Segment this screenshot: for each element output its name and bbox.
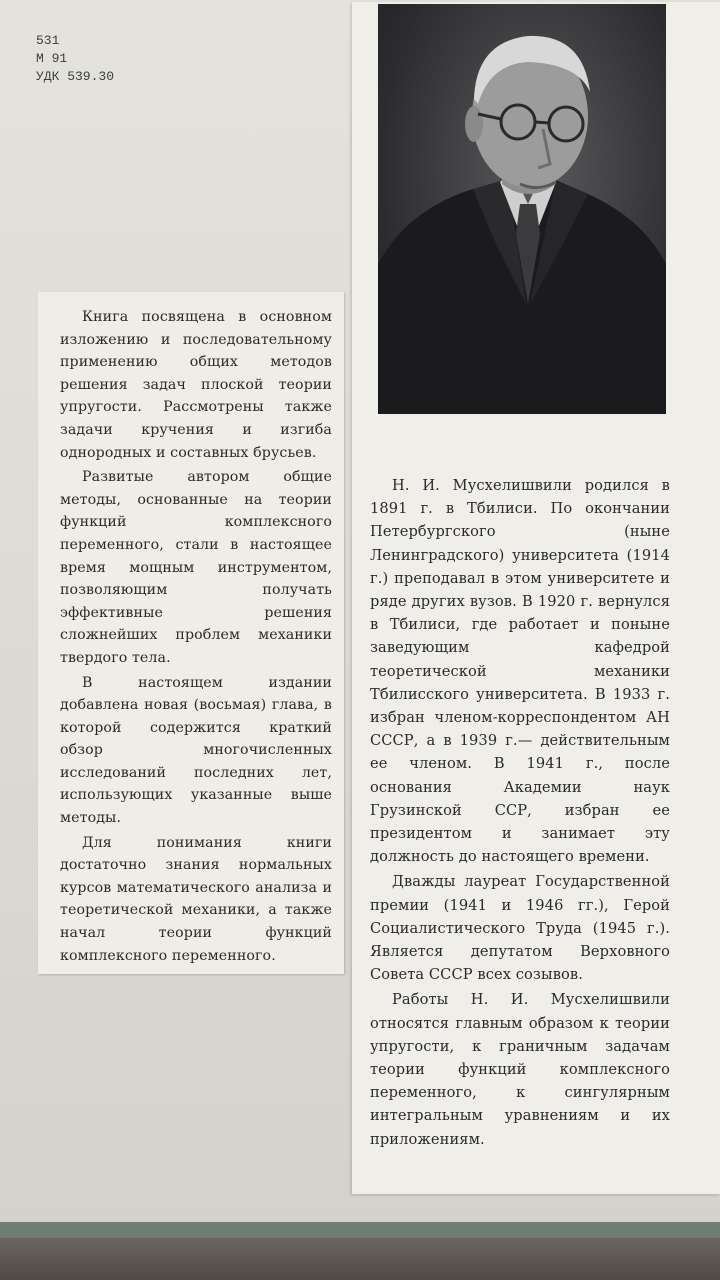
annotation-paragraph: Развитые автором общие методы, основанные на теории функций комплексного переменного, стали в настоящее время мощным инструментом, позволяющим получать эффективные решения сложнейших проблем механики твердого тела.: [60, 469, 332, 666]
biography-text: [370, 474, 670, 1151]
catalog-code-udk: УДК 539.30: [36, 69, 115, 84]
biography-paragraph: Работы Н. И. Мусхелишвили относятся главным образом к теории упругости, к граничным задачам теории функций комплексного переменного, к сингулярным интегральным уравнениям и их приложениям.: [370, 991, 670, 1148]
catalog-code-author: М 91: [36, 51, 68, 66]
author-portrait: [378, 4, 666, 414]
biography-paragraph: Дважды лауреат Государственной премии (1941 и 1946 гг.), Герой Социалистического Труда (1945 г.). Является депутатом Верховного Совета СССР всех созывов.: [370, 873, 670, 984]
annotation-paragraph: В настоящем издании добавлена новая (восьмая) глава, в которой содержится краткий обзор многочисленных исследований последних лет, использующих указанные выше методы.: [60, 674, 332, 827]
cover-edge: [0, 1222, 720, 1238]
catalog-codes: [36, 32, 114, 86]
annotation-paragraph: Для понимания книги достаточно знания нормальных курсов математического анализа и теоретической механики, а также начал теории функций комплексного переменного.: [60, 834, 332, 964]
annotation-paragraph: Книга посвящена в основном изложению и последовательному применению общих методов решения задач плоской теории упругости. Рассмотрены также задачи кручения и изгиба однородных и составных брусьев.: [60, 309, 332, 461]
catalog-code-bbk: 531: [36, 33, 60, 48]
annotation-clipping: [38, 292, 344, 974]
background-surface: [0, 1238, 720, 1280]
biography-paragraph: Н. И. Мусхелишвили родился в 1891 г. в Тбилиси. По окончании Петербургского (ныне Ленинградского) университета (1914 г.) преподавал в этом университете и ряде других вузов. В 1920 г. вернулся в Тбилиси, где работает и поныне заведующим кафедрой теоретической механики Тбилисского университета. В 1933 г. избран членом-корреспондентом АН СССР, а в 1939 г.— действительным ее членом. В 1941 г., после основания Академии наук Грузинской ССР, избран ее президентом и занимает эту должность до настоящего времени.: [370, 477, 670, 866]
portrait-illustration: [378, 4, 666, 414]
